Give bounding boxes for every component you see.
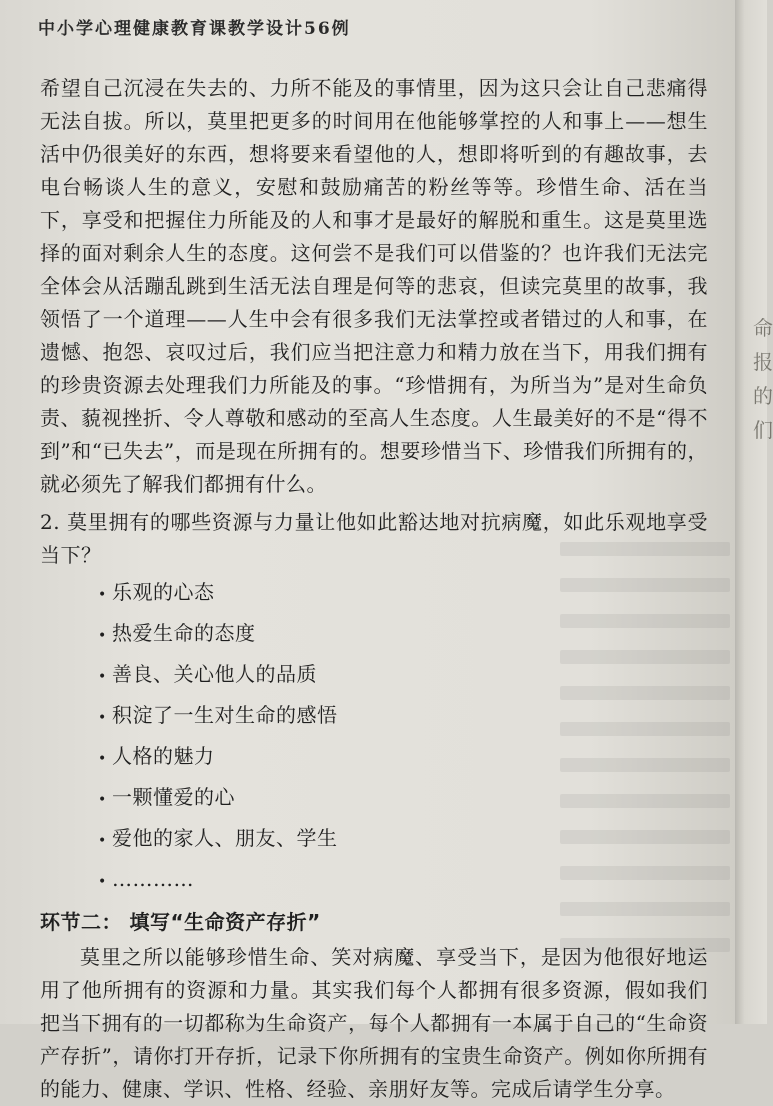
adjacent-page-char: 的	[753, 384, 773, 408]
bullet-icon: •	[98, 628, 107, 644]
resource-list	[40, 576, 708, 898]
page-body	[40, 72, 708, 1106]
list-item: • 热爱生命的态度	[98, 617, 708, 652]
list-item: • 积淀了一生对生命的感悟	[98, 699, 708, 734]
list-item: • 一颗懂爱的心	[98, 781, 708, 816]
paragraph-continued: 希望自己沉浸在失去的、力所不能及的事情里，因为这只会让自己悲痛得无法自拔。所以，莫里把更多的时间用在他能够掌控的人和事上——想生活中仍很美好的东西，想将要来看望他的人，想即将听到的有趣故事，去电台畅谈人生的意义，安慰和鼓励痛苦的粉丝等等。珍惜生命、活在当下，享受和把握住力所能及的人和事才是最好的解脱和重生。这是莫里选择的面对剩余人生的态度。这何尝不是我们可以借鉴的？也许我们无法完全体会从活蹦乱跳到生活无法自理是何等的悲哀，但读完莫里的故事，我领悟了一个道理——人生中会有很多我们无法掌控或者错过的人和事，在遗憾、抱怨、哀叹过后，我们应当把注意力和精力放在当下，用我们拥有的珍贵资源去处理我们力所能及的事。“珍惜拥有，为所当为”是对生命负责、藐视挫折、令人尊敬和感动的至高人生态度。人生最美好的不是“得不到”和“已失去”，而是现在所拥有的。想要珍惜当下、珍惜我们所拥有的，就必须先了解我们都拥有什么。	[40, 76, 708, 496]
adjacent-page-char: 们	[753, 418, 773, 442]
list-item: • 人格的魅力	[98, 740, 708, 775]
adjacent-page-char: 命	[753, 316, 773, 340]
list-item: • …………	[98, 863, 708, 898]
paragraph-section-two: 莫里之所以能够珍惜生命、笑对病魔、享受当下，是因为他很好地运用了他所拥有的资源和力量。其实我们每个人都拥有很多资源，假如我们把当下拥有的一切都称为生命资产，每个人都拥有一本属于自己的“生命资产存折”，请你打开存折，记录下你所拥有的宝贵生命资产。例如你所拥有的能力、健康、学识、性格、经验、亲朋好友等。完成后请学生分享。	[40, 945, 708, 1101]
section-title: 环节二： 填写“生命资产存折”	[40, 910, 321, 934]
question-2: 2. 莫里拥有的哪些资源与力量让他如此豁达地对抗病魔，如此乐观地享受当下？	[40, 510, 708, 567]
list-item: • 爱他的家人、朋友、学生	[98, 822, 708, 857]
list-item: • 乐观的心态	[98, 576, 708, 611]
bullet-icon: •	[98, 751, 107, 767]
bullet-icon: •	[98, 833, 107, 849]
running-head: 中小学心理健康教育课教学设计56例	[38, 19, 351, 39]
bullet-icon: •	[98, 874, 107, 890]
bullet-icon: •	[98, 792, 107, 808]
adjacent-page-char: 报	[753, 350, 773, 374]
bullet-icon: •	[98, 710, 107, 726]
adjacent-page-edge	[735, 0, 773, 1024]
bullet-icon: •	[98, 669, 107, 685]
bullet-icon: •	[98, 587, 107, 603]
list-item: • 善良、关心他人的品质	[98, 658, 708, 693]
